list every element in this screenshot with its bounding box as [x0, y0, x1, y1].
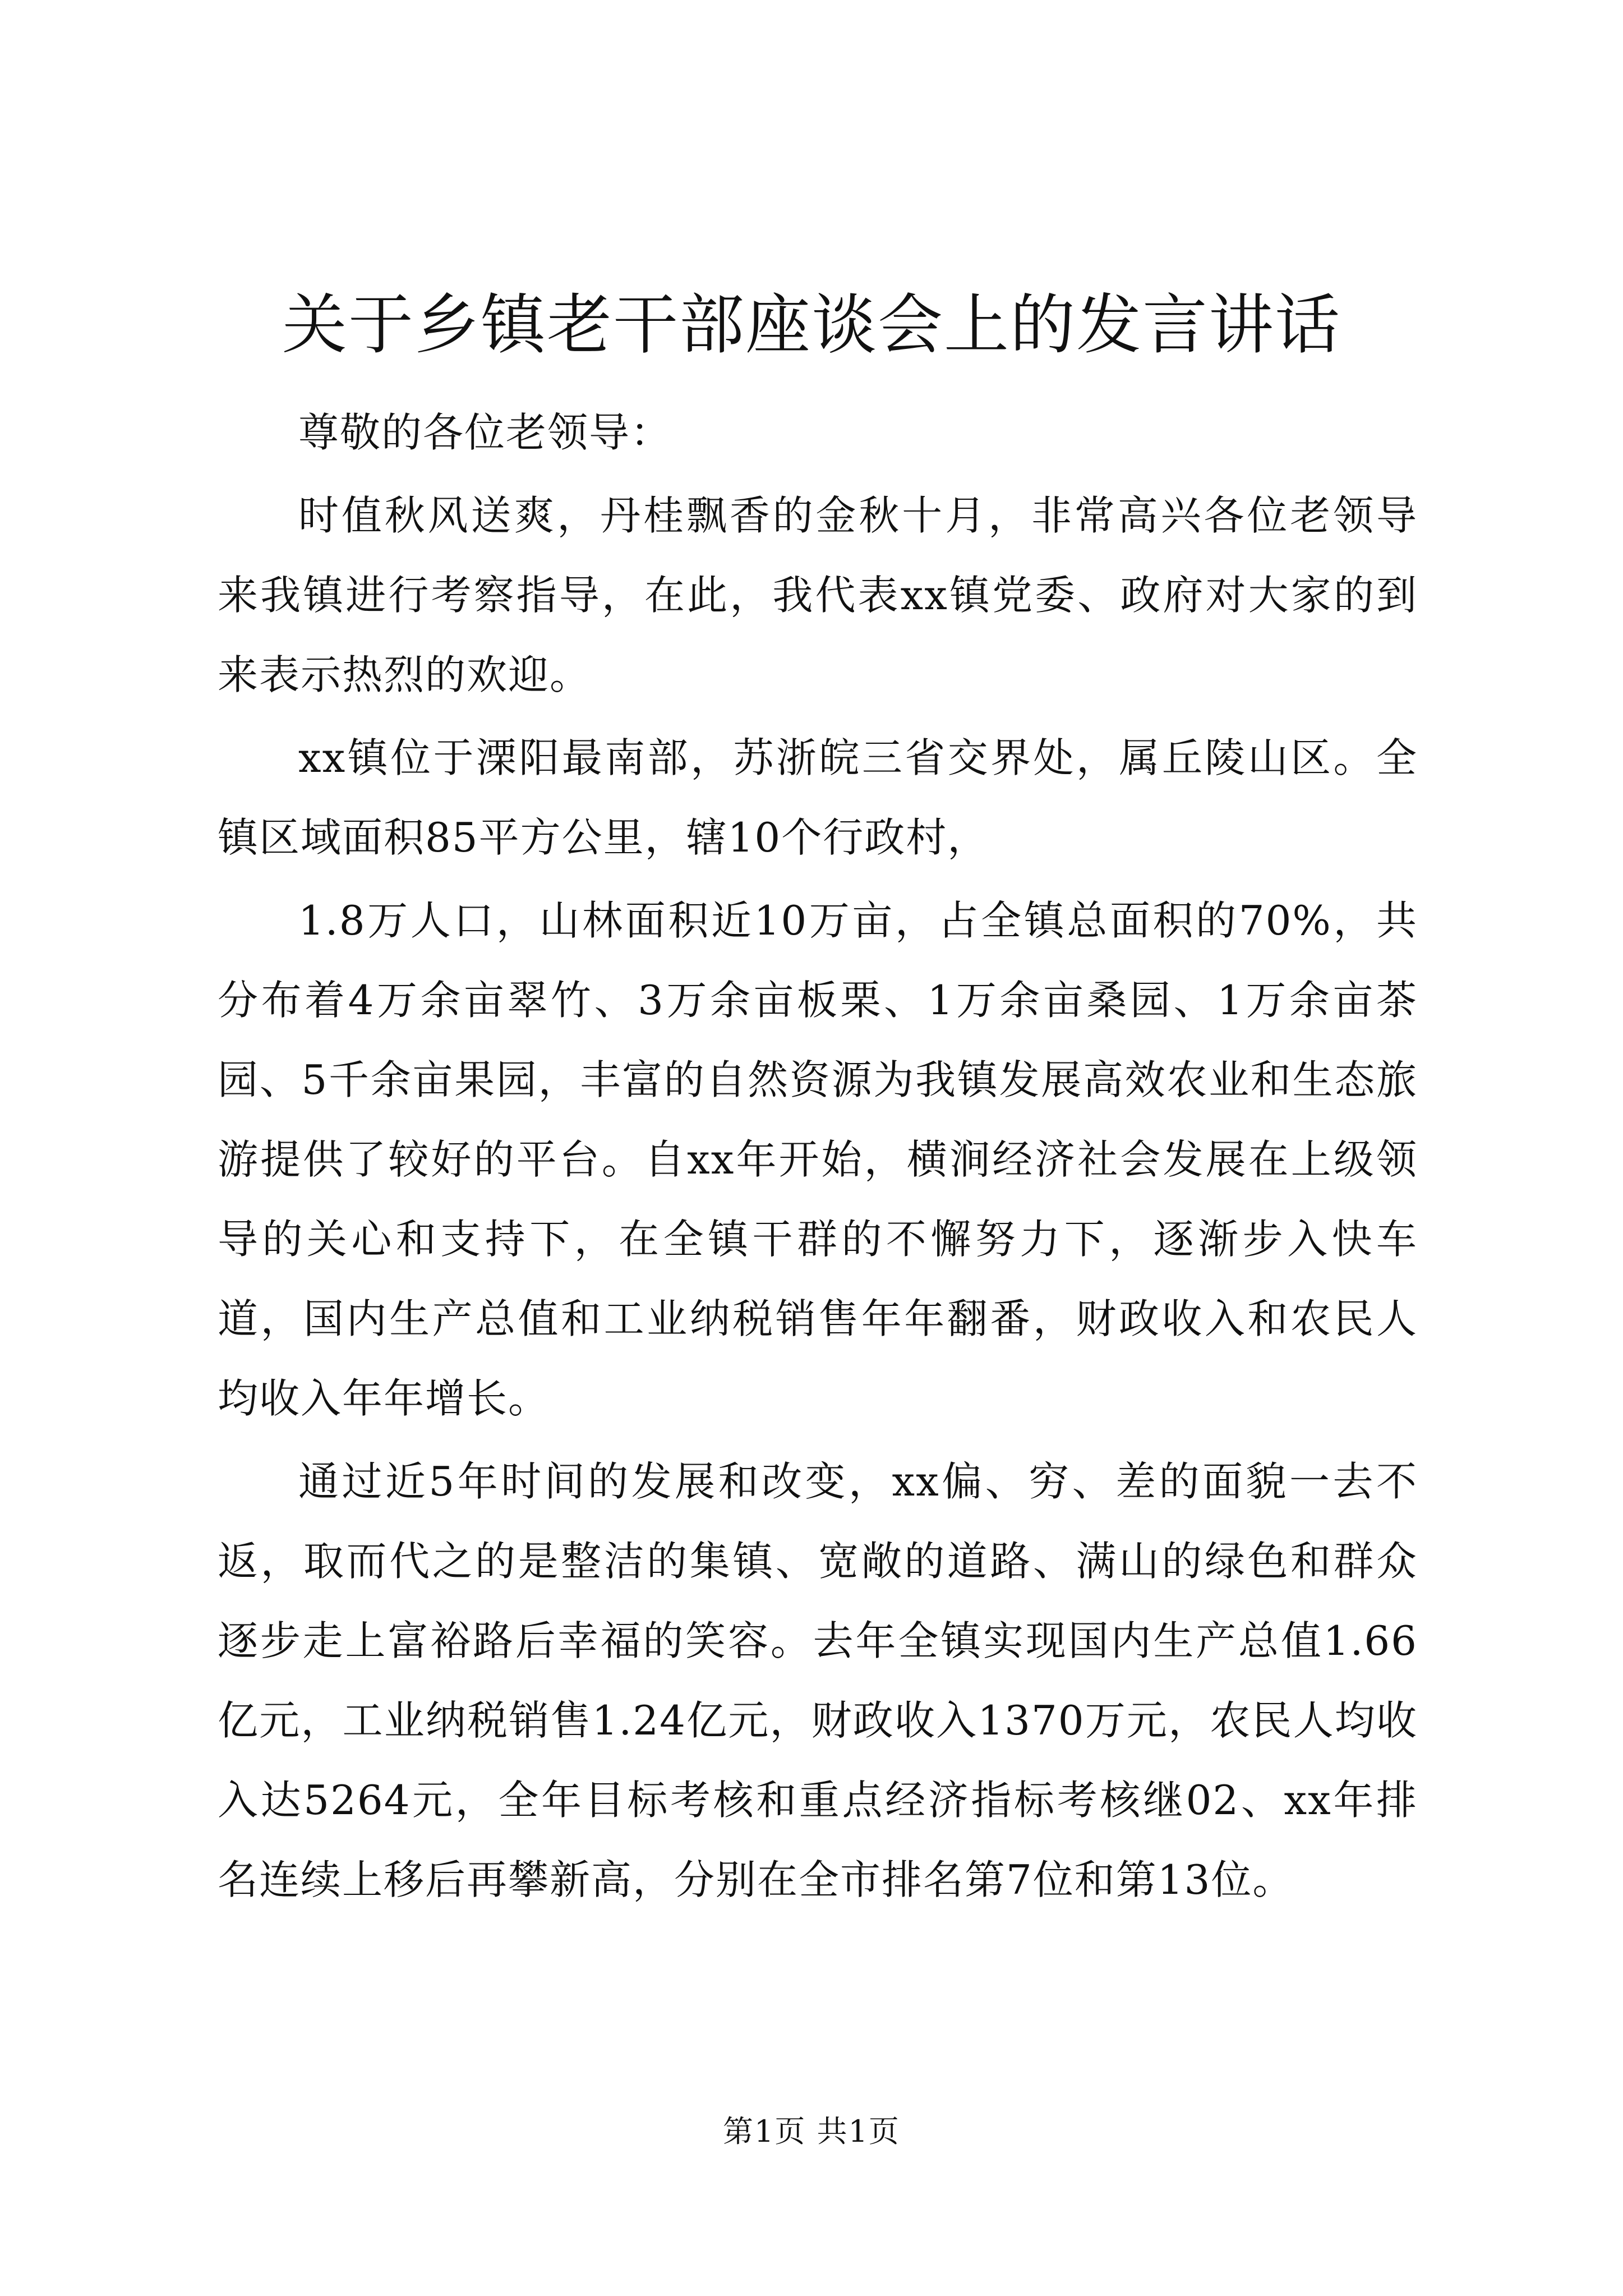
paragraph: 时值秋风送爽，丹桂飘香的金秋十月，非常高兴各位老领导来我镇进行考察指导，在此，我代表xx镇党委、政府对大家的到来表示热烈的欢迎。 — [218, 492, 1418, 698]
paragraph: 通过近5年时间的发展和改变，xx偏、穷、差的面貌一去不返，取而代之的是整洁的集镇、宽敞的道路、满山的绿色和群众逐步走上富裕路后幸福的笑容。去年全镇实现国内生产总值1.66亿元，工业纳税销售1.24亿元，财政收入1370万元，农民人均收入达5264元，全年目标考核和重点经济指标考核继02、xx年排名连续上移后再攀新高，分别在全市排名第7位和第13位。 — [218, 1458, 1418, 1903]
paragraph: xx镇位于溧阳最南部，苏浙皖三省交界处，属丘陵山区。全镇区域面积85平方公里，辖10个行政村， — [218, 734, 1418, 861]
document-title: 关于乡镇老干部座谈会上的发言讲话 — [282, 287, 1341, 363]
document-body — [218, 393, 1418, 1923]
salutation: 尊敬的各位老领导： — [298, 409, 672, 456]
page-number-footer: 第1页 共1页 — [723, 2114, 900, 2149]
paragraph: 1.8万人口，山林面积近10万亩，占全镇总面积的70%，共分布着4万余亩翠竹、3万余亩板栗、1万余亩桑园、1万余亩茶园、5千余亩果园，丰富的自然资源为我镇发展高效农业和生态旅游提供了较好的平台。自xx年开始，横涧经济社会发展在上级领导的关心和支持下，在全镇干群的不懈努力下，逐渐步入快车道，国内生产总值和工业纳税销售年年翻番，财政收入和农民人均收入年年增长。 — [218, 897, 1418, 1422]
